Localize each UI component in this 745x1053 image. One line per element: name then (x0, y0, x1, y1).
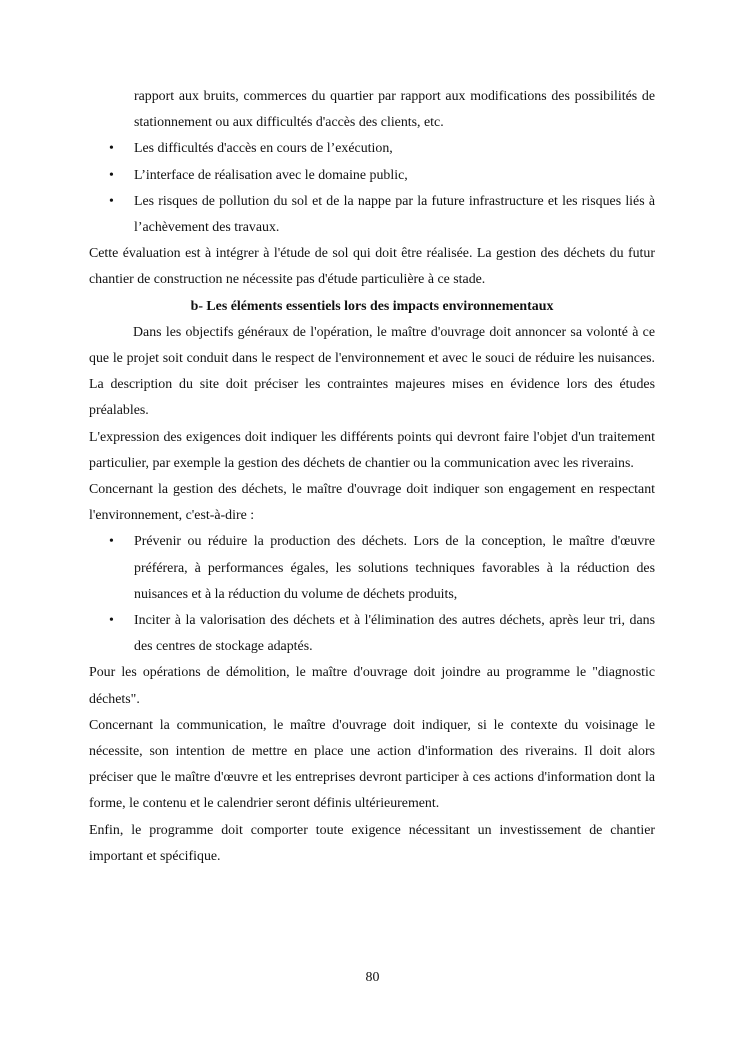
section-heading: b- Les éléments essentiels lors des impacts environnementaux (190, 298, 554, 314)
paragraph-gestion: Concernant la gestion des déchets, le maître d'ouvrage doit indiquer son engagement en respectant l'environnement, c'est-à-dire : (89, 482, 655, 524)
list-item-text: Les risques de pollution du sol et de la nappe par la future infrastructure et les risques liés à l’achèvement des travaux. (134, 193, 655, 236)
list-item (89, 189, 655, 241)
list-item-text: L’interface de réalisation avec le domaine public, (134, 167, 408, 183)
bullet-icon: • (109, 141, 114, 157)
waste-bullet-list (89, 529, 655, 660)
bullet-icon: • (109, 193, 114, 209)
list-item-text: Inciter à la valorisation des déchets et à l'élimination des autres déchets, après leur tri, dans des centres de stockage adaptés. (134, 613, 655, 655)
list-item (89, 608, 655, 660)
document-page (89, 84, 655, 870)
paragraph-objectifs: Dans les objectifs généraux de l'opération, le maître d'ouvrage doit annoncer sa volonté à ce que le projet soit conduit dans le respect de l'environnement et avec le souci de réduire les nuisances. La description du site doit préciser les contraintes majeures mises en évidence lors des études préalables. (89, 324, 655, 419)
list-item (89, 529, 655, 608)
bullet-icon: • (109, 613, 114, 629)
page-number: 80 (365, 970, 380, 985)
paragraph-enfin: Enfin, le programme doit comporter toute exigence nécessitant un investissement de chantier important et spécifique. (89, 822, 655, 864)
paragraph-communication: Concernant la communication, le maître d'ouvrage doit indiquer, si le contexte du voisinage le nécessite, son intention de mettre en place une action d'information des riverains. Il doit alors préciser que le maître d'œuvre et les entreprises devront participer à ces actions d'information dont la forme, le contenu et le calendrier seront définis ultérieurement. (89, 717, 655, 812)
bullet-icon: • (109, 167, 114, 183)
paragraph-demolition: Pour les opérations de démolition, le maître d'ouvrage doit joindre au programme le "diagnostic déchets". (89, 665, 655, 707)
list-item (89, 136, 655, 162)
list-item (89, 163, 655, 189)
top-continuation-text: rapport aux bruits, commerces du quartier par rapport aux modifications des possibilités de stationnement ou aux difficultés d'accès des clients, etc. (134, 89, 655, 131)
list-item-text: Les difficultés d'accès en cours de l’exécution, (134, 141, 393, 157)
list-item-text: Prévenir ou réduire la production des déchets. Lors de la conception, le maître d'œuvre préférera, à performances égales, les solutions techniques favorables à la réduction des nuisances et à la réduction du volume de déchets produits, (134, 534, 655, 602)
paragraph-expression: L'expression des exigences doit indiquer les différents points qui devront faire l'objet d'un traitement particulier, par exemple la gestion des déchets de chantier ou la communication avec les riverains. (89, 429, 655, 471)
bullet-icon: • (109, 534, 114, 550)
top-bullet-list (89, 136, 655, 241)
paragraph-evaluation: Cette évaluation est à intégrer à l'étude de sol qui doit être réalisée. La gestion des déchets du futur chantier de construction ne nécessite pas d'étude particulière à ce stade. (89, 246, 655, 288)
